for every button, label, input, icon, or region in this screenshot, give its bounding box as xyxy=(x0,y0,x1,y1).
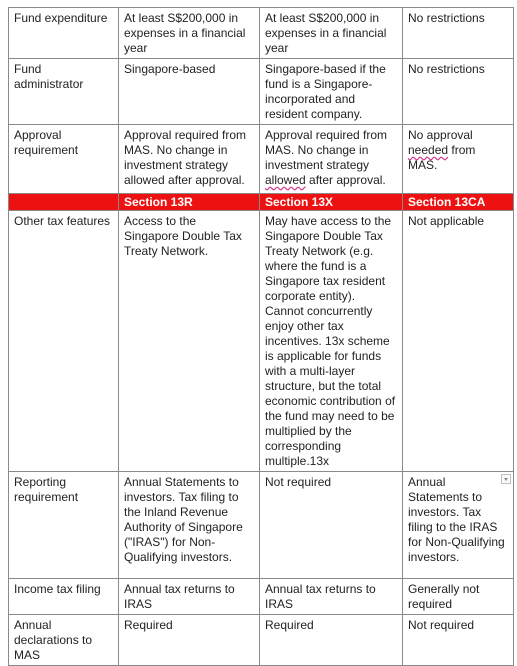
header-section-13ca: Section 13CA xyxy=(403,194,514,211)
spellcheck-underline-word: allowed xyxy=(265,173,306,187)
cell-13r: Annual Statements to investors. Tax filing to the Inland Revenue Authority of Singapore ("IRAS") for Non-Qualifying investors. xyxy=(119,472,260,579)
comparison-table xyxy=(8,7,514,666)
cell-13r: At least S$200,000 in expenses in a financial year xyxy=(119,8,260,59)
table-row xyxy=(9,579,514,615)
cell-13r: Required xyxy=(119,615,260,666)
cell-13x: Singapore-based if the fund is a Singapore-incorporated and resident company. xyxy=(260,59,403,125)
text-segment: Approval required from MAS. No change in investment strategy xyxy=(265,128,388,172)
text-segment: after approval. xyxy=(305,173,386,187)
cell-13r: Annual tax returns to IRAS xyxy=(119,579,260,615)
cell-content xyxy=(408,475,507,565)
header-blank-cell xyxy=(9,194,119,211)
table-row xyxy=(9,8,514,59)
row-label: Fund administrator xyxy=(9,59,119,125)
row-label: Other tax features xyxy=(9,211,119,472)
table-row xyxy=(9,472,514,579)
cell-13ca: Not required xyxy=(403,615,514,666)
cell-13x: May have access to the Singapore Double Tax Treaty Network (e.g. where the fund is a Singapore tax resident corporate entity). Cannot concurrently enjoy other tax incentives. 13x scheme is applicable for funds with a multi-layer structure, but the total economic contribution of the fund may need to be multiplied by the corresponding multiple.13x xyxy=(260,211,403,472)
cell-13x: Annual tax returns to IRAS xyxy=(260,579,403,615)
cell-13ca xyxy=(403,472,514,579)
row-label: Annual declarations to MAS xyxy=(9,615,119,666)
header-section-13r: Section 13R xyxy=(119,194,260,211)
cell-13ca xyxy=(403,125,514,194)
header-section-13x: Section 13X xyxy=(260,194,403,211)
table-row xyxy=(9,125,514,194)
cell-13ca: Generally not required xyxy=(403,579,514,615)
cell-13r: Approval required from MAS. No change in investment strategy allowed after approval. xyxy=(119,125,260,194)
cell-13x: Not required xyxy=(260,472,403,579)
row-label: Income tax filing xyxy=(9,579,119,615)
cell-13r: Access to the Singapore Double Tax Treaty Network. xyxy=(119,211,260,472)
row-label: Fund expenditure xyxy=(9,8,119,59)
cell-text: Annual Statements to investors. Tax filing to the IRAS for Non-Qualifying investors. xyxy=(408,475,505,564)
cell-13ca: Not applicable xyxy=(403,211,514,472)
section-header-row xyxy=(9,194,514,211)
chevron-down-icon[interactable] xyxy=(501,474,511,484)
cell-13x xyxy=(260,125,403,194)
table-row xyxy=(9,211,514,472)
cell-13ca: No restrictions xyxy=(403,8,514,59)
cell-13x: At least S$200,000 in expenses in a financial year xyxy=(260,8,403,59)
table-row xyxy=(9,615,514,666)
row-label: Reporting requirement xyxy=(9,472,119,579)
cell-13x: Required xyxy=(260,615,403,666)
cell-13ca: No restrictions xyxy=(403,59,514,125)
text-segment: from MAS. xyxy=(408,143,476,172)
text-segment: No approval xyxy=(408,128,473,142)
spellcheck-underline-word: needed xyxy=(408,143,449,157)
cell-13r: Singapore-based xyxy=(119,59,260,125)
row-label: Approval requirement xyxy=(9,125,119,194)
table-row xyxy=(9,59,514,125)
